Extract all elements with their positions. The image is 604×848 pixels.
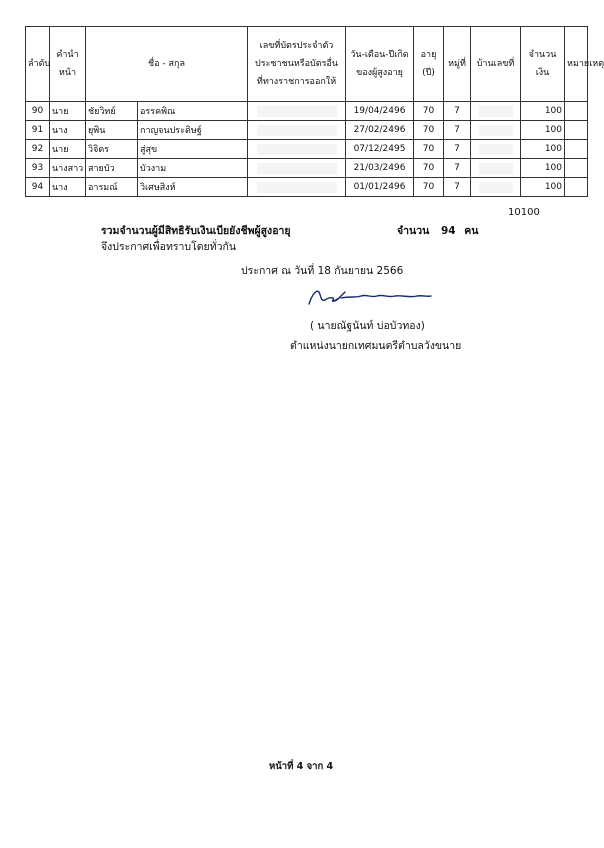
table-row: [26, 140, 588, 159]
signer-position: ตำแหน่งนายกเทศมนตรีตำบลวังขนาย: [290, 340, 462, 352]
row-house-no-redacted: [471, 140, 521, 159]
row-first-name: ชัยวิทย์: [86, 102, 138, 121]
table-row: [26, 102, 588, 121]
row-no: 94: [26, 178, 50, 197]
row-id-card-redacted: [248, 102, 346, 121]
row-moo: 7: [444, 178, 471, 197]
row-no: 93: [26, 159, 50, 178]
row-dob: 01/01/2496: [346, 178, 414, 197]
table-row: [26, 178, 588, 197]
header-moo: หมู่ที่: [444, 27, 471, 102]
row-no: 91: [26, 121, 50, 140]
row-dob: 07/12/2495: [346, 140, 414, 159]
row-moo: 7: [444, 121, 471, 140]
row-prefix: นาง: [50, 121, 86, 140]
row-prefix: นาย: [50, 102, 86, 121]
row-amount: 100: [521, 140, 565, 159]
row-prefix: นาง: [50, 178, 86, 197]
signer-name: ( นายณัฐนันท์ บ่อบัวทอง): [310, 320, 425, 332]
row-first-name: วิจิตร: [86, 140, 138, 159]
row-amount: 100: [521, 159, 565, 178]
row-dob: 19/04/2496: [346, 102, 414, 121]
row-last-name: บัวงาม: [138, 159, 248, 178]
row-amount: 100: [521, 178, 565, 197]
header-dob: วัน-เดือน-ปีเกิดของผู้สูงอายุ: [346, 27, 414, 102]
header-id-card: เลขที่บัตรประจำตัวประชาชนหรือบัตรอื่นที่ทางราชการออกให้: [248, 27, 346, 102]
row-age: 70: [414, 140, 444, 159]
row-first-name: สายบัว: [86, 159, 138, 178]
row-prefix: นาย: [50, 140, 86, 159]
row-moo: 7: [444, 159, 471, 178]
summary-count: 94: [440, 225, 456, 237]
row-id-card-redacted: [248, 178, 346, 197]
row-dob: 21/03/2496: [346, 159, 414, 178]
row-id-card-redacted: [248, 159, 346, 178]
header-name: ชื่อ - สกุล: [86, 27, 248, 102]
row-last-name: อรรคพิณ: [138, 102, 248, 121]
row-first-name: อารมณ์: [86, 178, 138, 197]
row-moo: 7: [444, 102, 471, 121]
row-last-name: กาญจนประดิษฐ์: [138, 121, 248, 140]
summary-count-label: จำนวน: [397, 225, 430, 237]
row-last-name: วิเศษสิงห์: [138, 178, 248, 197]
header-amount: จำนวนเงิน: [521, 27, 565, 102]
row-note: [565, 140, 588, 159]
row-prefix: นางสาว: [50, 159, 86, 178]
row-no: 92: [26, 140, 50, 159]
row-age: 70: [414, 178, 444, 197]
summary-count-group: [397, 222, 478, 239]
header-house-no: บ้านเลขที่: [471, 27, 521, 102]
summary-label: รวมจำนวนผู้มีสิทธิรับเงินเบียยังชีพผู้สูงอายุ: [101, 225, 291, 237]
table-row: [26, 159, 588, 178]
announcement-text: จึงประกาศเพื่อทราบโดยทั่วกัน: [101, 241, 237, 253]
row-house-no-redacted: [471, 102, 521, 121]
summary-unit: คน: [464, 225, 479, 237]
row-house-no-redacted: [471, 159, 521, 178]
row-dob: 27/02/2496: [346, 121, 414, 140]
row-house-no-redacted: [471, 121, 521, 140]
row-amount: 100: [521, 121, 565, 140]
row-note: [565, 102, 588, 121]
row-id-card-redacted: [248, 121, 346, 140]
row-age: 70: [414, 102, 444, 121]
header-note: หมายเหตุ: [565, 27, 588, 102]
row-last-name: สู่สุข: [138, 140, 248, 159]
header-no: ลำดับ: [26, 27, 50, 102]
row-amount: 100: [521, 102, 565, 121]
row-age: 70: [414, 159, 444, 178]
row-id-card-redacted: [248, 140, 346, 159]
beneficiary-table: [25, 26, 604, 197]
page-number: หน้าที่ 4 จาก 4: [269, 761, 334, 772]
row-no: 90: [26, 102, 50, 121]
total-amount: 10100: [508, 207, 540, 218]
header-age: อายุ (ปี): [414, 27, 444, 102]
row-moo: 7: [444, 140, 471, 159]
signature-image: [305, 286, 435, 308]
row-first-name: ยุพิน: [86, 121, 138, 140]
row-note: [565, 178, 588, 197]
announcement-date: ประกาศ ณ วันที่ 18 กันยายน 2566: [241, 265, 404, 277]
table-row: [26, 121, 588, 140]
row-house-no-redacted: [471, 178, 521, 197]
table-header-row: [26, 27, 588, 102]
row-note: [565, 121, 588, 140]
row-age: 70: [414, 121, 444, 140]
row-note: [565, 159, 588, 178]
header-prefix: คำนำหน้า: [50, 27, 86, 102]
